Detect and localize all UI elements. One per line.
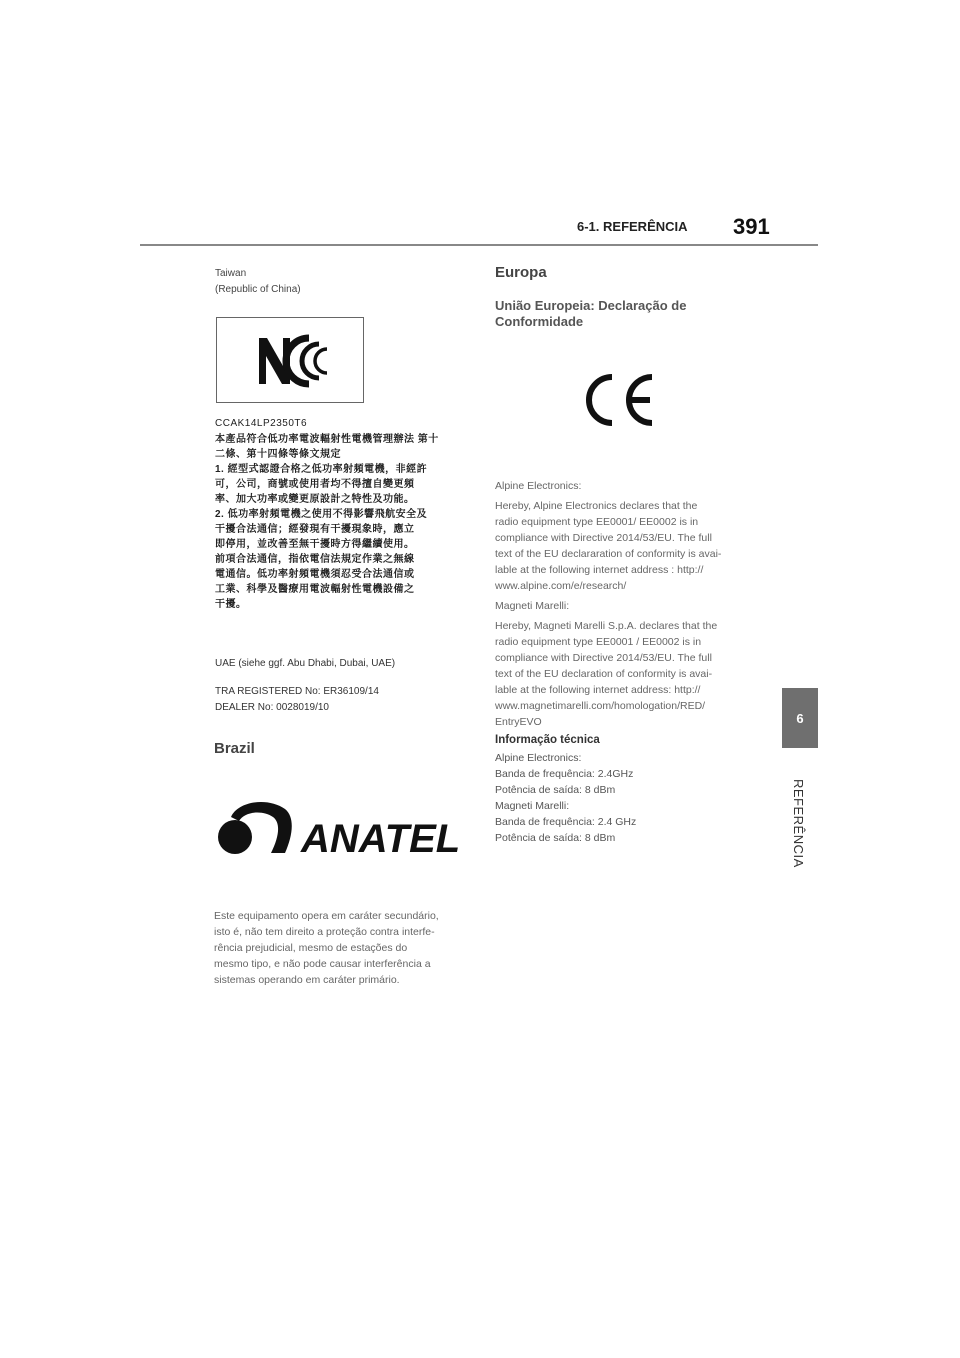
- ce-mark: [580, 370, 660, 430]
- tra-registered: TRA REGISTERED No: ER36109/14: [215, 686, 379, 697]
- technical-info-title: Informação técnica: [495, 734, 600, 746]
- taiwan-code: CCAK14LP2350T6: [215, 418, 308, 429]
- page-number: 391: [733, 214, 770, 239]
- chapter-label: REFERÊNCIA: [791, 779, 806, 868]
- marelli-label: Magneti Marelli:: [495, 600, 570, 612]
- technical-info-list: Alpine Electronics: Banda de frequência: 2.4GHz Potência de saída: 8 dBm Magneti Marelli: Banda de frequência: 2.4 GHz Potência de saída: 8 dBm: [495, 752, 637, 844]
- ce-mark-icon: [580, 370, 660, 430]
- uae-line: UAE (siehe ggf. Abu Dhabi, Dubai, UAE): [215, 658, 396, 669]
- alpine-label: Alpine Electronics:: [495, 480, 582, 492]
- anatel-wordmark: ANATEL: [301, 817, 458, 857]
- eu-declaration-title: União Europeia: Declaração de Conformidade: [495, 298, 687, 329]
- europe-title: Europa: [495, 264, 547, 281]
- anatel-symbol-icon: [213, 795, 458, 857]
- marelli-declaration: Hereby, Magneti Marelli S.p.A. declares that the radio equipment type EE0001 / EE0002 is in compliance with Directive 2014/53/EU. The full text of the EU declaration of conformity is avai- lable at the following internet address: http:// www.magnetimarelli.com/homologation/RED/ EntryEVO: [495, 620, 718, 728]
- section-title: 6-1. REFERÊNCIA: [577, 219, 688, 234]
- eu-declaration-text: [495, 478, 743, 734]
- taiwan-text: 本產品符合低功率電波輻射性電機管理辦法 第十 二條、第十四條等條文規定 1. 經型式認證合格之低功率射頻電機，非經許 可，公司，商號或使用者均不得擅自變更頻 率、加大功率或變更原設計之特性及功能。 2. 低功率射頻電機之使用不得影響飛航安全及 干擾合法通信；經發現有干擾現象時，應立 即停用，並改善至無干擾時方得繼續使用。 前項合法通信，指依電信法規定作業之無線 電通信。低功率射頻電機須忍受合法通信或 工業、科學及醫療用電波輻射性電機設備之 干擾。: [215, 434, 439, 610]
- brazil-title: Brazil: [214, 740, 255, 757]
- alpine-declaration: Hereby, Alpine Electronics declares that the radio equipment type EE0001/ EE0002 is in compliance with Directive 2014/53/EU. The full text of the EU declararation of conformity is avai- lable at the following internet address : http:// www.alpine.com/e/research/: [495, 500, 722, 592]
- ncc-logo-box: [216, 317, 364, 403]
- taiwan-subtitle: (Republic of China): [215, 284, 301, 295]
- dealer-number: DEALER No: 0028019/10: [215, 702, 329, 713]
- taiwan-title: Taiwan: [215, 268, 247, 279]
- brazil-text: Este equipamento opera em caráter secundário, isto é, não tem direito a proteção contra interfe- rência prejudicial, mesmo de estações do mesmo tipo, e não pode causar interferência a sistemas operando em caráter primário.: [214, 910, 439, 986]
- anatel-logo: [213, 795, 458, 857]
- ncc-logo: [217, 318, 363, 402]
- chapter-tab: 6: [782, 688, 818, 748]
- header-divider: [140, 244, 818, 246]
